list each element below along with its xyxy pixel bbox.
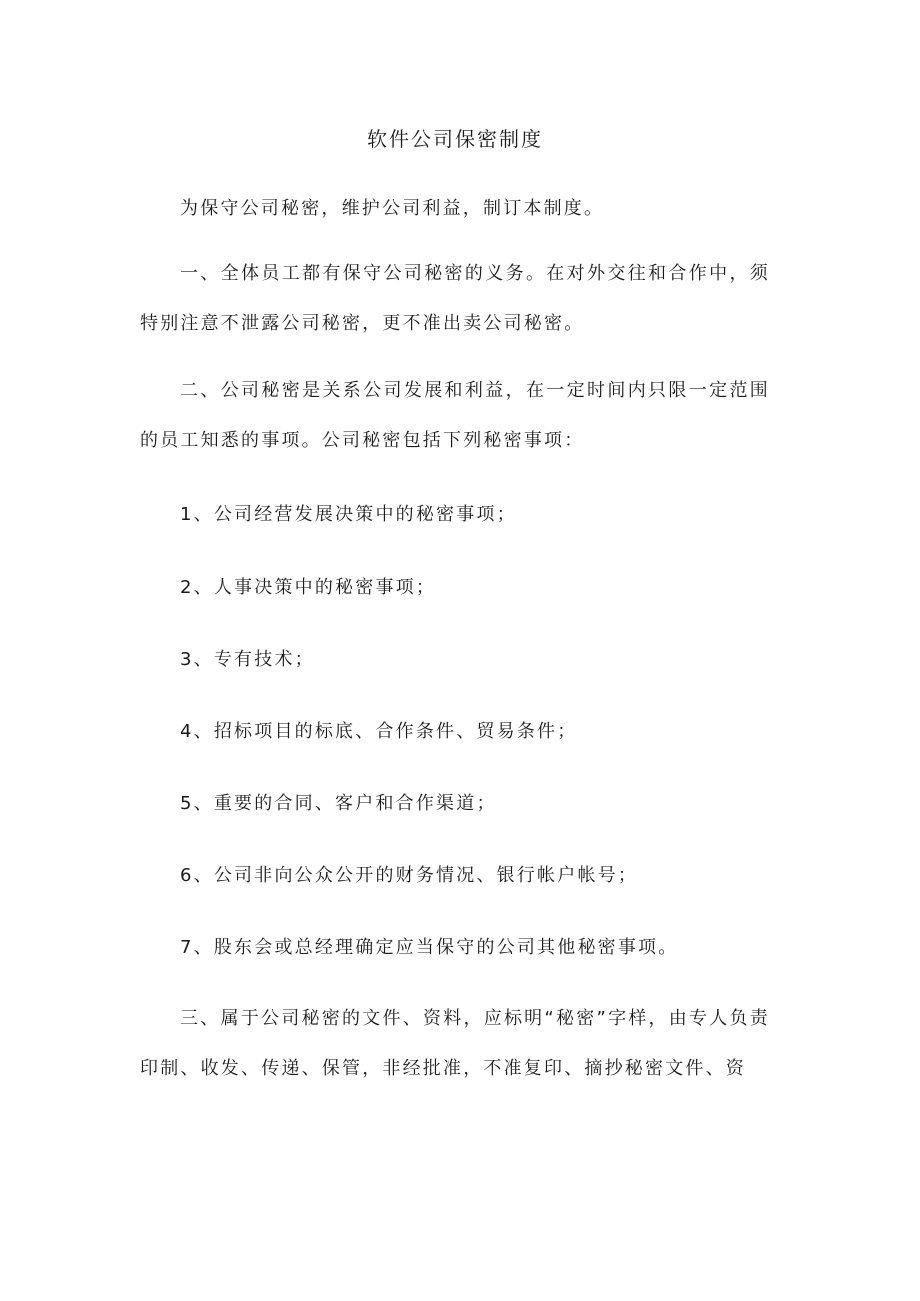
section-3-paragraph: 三、属于公司秘密的文件、资料，应标明“秘密”字样，由专人负责印制、收发、传递、保管，非经批准，不准复印、摘抄秘密文件、资 xyxy=(140,1008,770,1079)
list-item-7: 7、股东会或总经理确定应当保守的公司其他秘密事项。 xyxy=(180,937,679,958)
list-item-1: 1、公司经营发展决策中的秘密事项； xyxy=(180,504,517,525)
document-title: 软件公司保密制度 xyxy=(367,127,543,151)
intro-paragraph: 为保守公司秘密，维护公司利益，制订本制度。 xyxy=(180,198,605,219)
list-item-2: 2、人事决策中的秘密事项； xyxy=(180,577,437,598)
list-item-3: 3、专有技术； xyxy=(180,649,315,670)
section-2-paragraph: 二、公司秘密是关系公司发展和利益，在一定时间内只限一定范围的员工知悉的事项。公司秘密包括下列秘密事项： xyxy=(140,380,770,451)
list-item-4: 4、招标项目的标底、合作条件、贸易条件； xyxy=(180,721,578,742)
section-1-paragraph: 一、全体员工都有保守公司秘密的义务。在对外交往和合作中，须特别注意不泄露公司秘密，更不准出卖公司秘密。 xyxy=(140,263,770,334)
list-item-5: 5、重要的合同、客户和合作渠道； xyxy=(180,793,497,814)
list-item-6: 6、公司非向公众公开的财务情况、银行帐户帐号； xyxy=(180,865,639,886)
